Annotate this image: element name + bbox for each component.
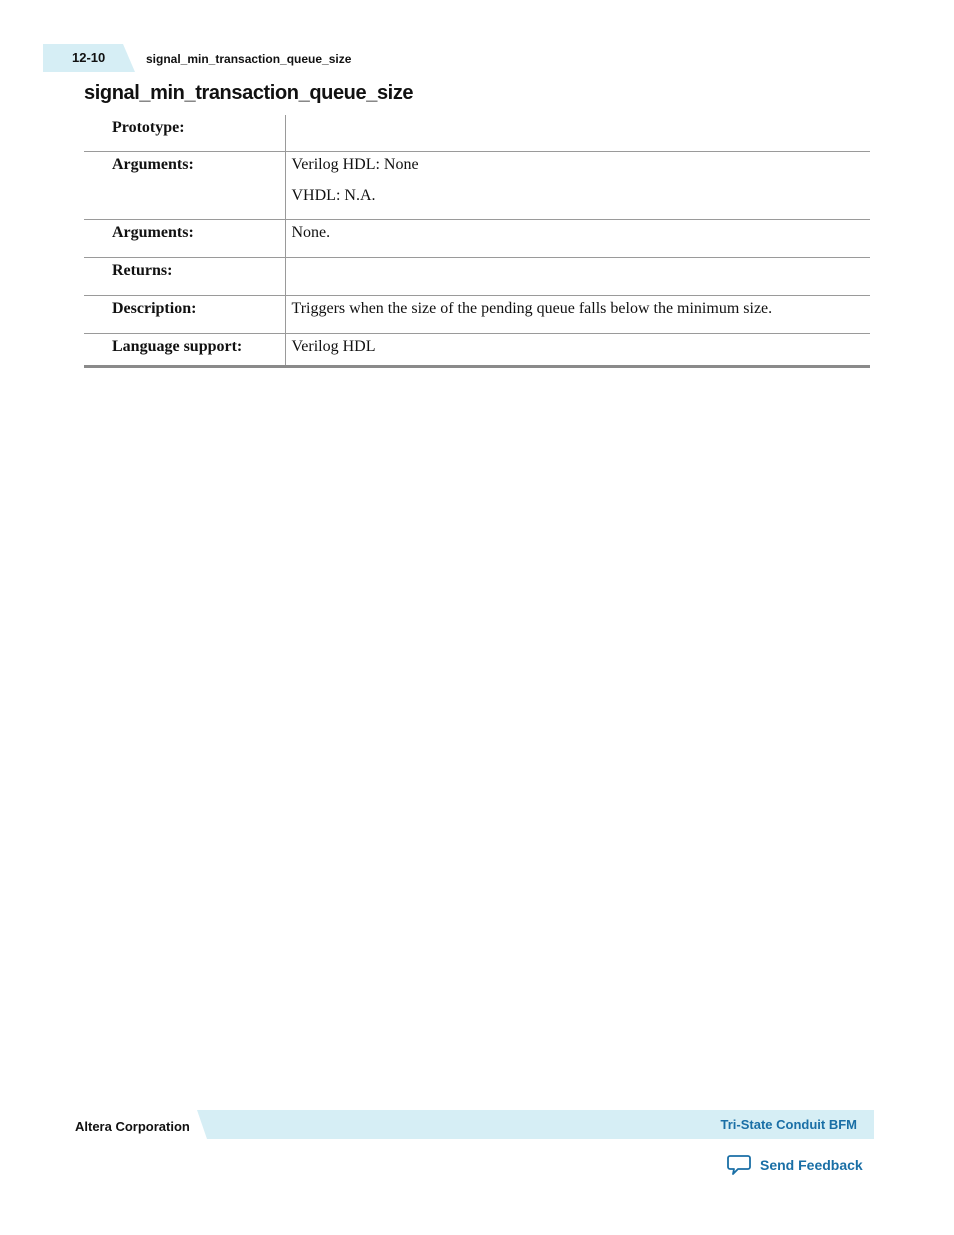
row-value: Verilog HDL	[285, 334, 870, 367]
table-row	[84, 220, 870, 258]
row-value-line: VHDL: N.A.	[291, 187, 376, 204]
row-label: Returns:	[84, 258, 285, 296]
send-feedback-link[interactable]	[727, 1154, 863, 1176]
row-label: Arguments:	[84, 152, 285, 220]
row-label: Description:	[84, 296, 285, 334]
table-row	[84, 115, 870, 152]
table-row	[84, 258, 870, 296]
table-row	[84, 296, 870, 334]
row-label: Language support:	[84, 334, 285, 367]
footer-company: Altera Corporation	[75, 1119, 190, 1134]
running-head: signal_min_transaction_queue_size	[146, 52, 352, 66]
row-value: Triggers when the size of the pending queue falls below the minimum size.	[285, 296, 870, 334]
function-spec-table	[84, 115, 870, 368]
row-value	[285, 152, 870, 220]
row-value	[285, 258, 870, 296]
speech-bubble-icon	[727, 1154, 751, 1176]
row-value: None.	[285, 220, 870, 258]
row-label: Arguments:	[84, 220, 285, 258]
section-title: signal_min_transaction_queue_size	[84, 82, 414, 104]
row-value	[285, 115, 870, 152]
row-value-line: Verilog HDL: None	[291, 156, 419, 173]
row-label: Prototype:	[112, 119, 185, 136]
send-feedback-label: Send Feedback	[760, 1157, 863, 1173]
table-row	[84, 334, 870, 367]
table-row	[84, 152, 870, 220]
page-number: 12-10	[72, 50, 106, 65]
footer-chapter-link[interactable]: Tri-State Conduit BFM	[720, 1117, 857, 1132]
